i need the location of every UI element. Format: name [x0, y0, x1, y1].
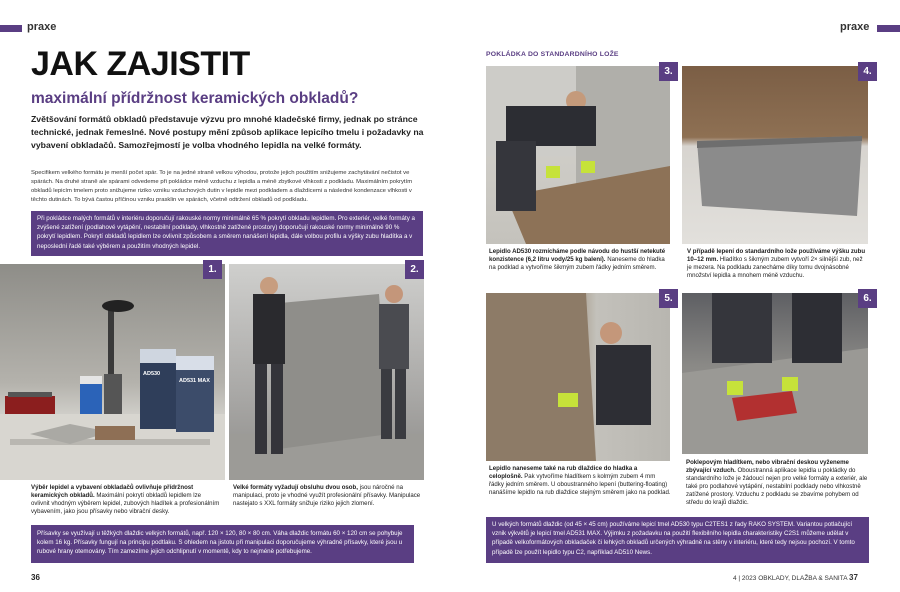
- photo-5-caption-text: Pak vytvoříme hladítkem s kolmým zubem 4 mm řádky jedním směrem. U oboustranného lepení (buttering-floating) nanášíme lepidlo na rub dlaždice stejným směrem jako na podklad.: [489, 473, 671, 496]
- photo-5-caption-bold: Lepidlo naneseme také na rub dlaždice do hladka a celoplošně.: [489, 465, 638, 480]
- photo-6-caption-bold: Poklepovým hladítkem, nebo vibrační deskou vyženeme zbývající vzduch.: [686, 459, 849, 474]
- photo-2-caption-bold: Velké formáty vyžadují obsluhu dvou osob,: [233, 484, 358, 491]
- header-right-bar: [877, 25, 900, 32]
- photo-3-caption-bold: Lepidlo AD530 rozmícháme podle návodu do hustší netekuté konzistence (6,2 litru vody/25 kg balení).: [489, 248, 666, 263]
- bag-label-ad530: AD530: [143, 371, 161, 377]
- photo-3: [486, 66, 670, 244]
- photo-4-caption: [687, 248, 867, 280]
- photo-3-caption: [489, 248, 671, 272]
- footer-right: [733, 573, 858, 582]
- section-label: POKLÁDKA DO STANDARDNÍHO LOŽE: [486, 51, 619, 58]
- photo-6-number: 6.: [858, 289, 877, 308]
- article-body: Specifikem velkého formátu je menší počet spár. To je na jedné straně velkou výhodou, protože jejich použitím snižujeme zachytávání nečistot ve spárách. Na druhé straně ale spárami odvedeme při pokládce méně vzduchu z lepidla a méně zbytkové vlhkosti z podkladu. Maximálním pokrytím obkladů lepicím tmelem proto snižujeme riziko vzniku vzduchových dutin v lepidle mezi podkladem a dlaždicemi a následné kondenzace vlhkosti v těchto dutinách. To bývá častou příčinou vzniku prasklin ve spárách, včetně odtržení obkladů od podkladu.: [31, 170, 413, 203]
- photo-5: [486, 293, 670, 461]
- photo-6-caption-text: Oboustranná aplikace lepidla u pokládky do standardního lože je žádoucí nejen pro velké formáty a exteriér, ale také pro podlahové vytápění, nestabilní podklady nebo vlhkostně zatížené prostory. Vzduchu z podkladu se zbavíme pohybem od středu do krajů dlaždic.: [686, 467, 868, 506]
- photo-6: [682, 293, 868, 454]
- photo-6-caption: [686, 459, 868, 507]
- photo-6-illustration: [682, 293, 868, 454]
- photo-5-illustration: [486, 293, 670, 461]
- info-box-adhesive-types: U velkých formátů dlaždic (od 45 × 45 cm) používáme lepicí tmel AD530 typu C2TES1 z řady RAKO SYSTEM. Variantou potlačující vznik výkvětů je lepicí tmel AD531 MAX. Výjimku z požadavku na použití flexibilního lepidla charakteristiky C2S1 můžeme udělat v případě velkoformátových obkladaček či lehkých obkladů určených výhradně na stěny v interiéru, které tedy nejsou pochozí. V tomto případě lze použít lepidlo typu C2, například AD510 News.: [486, 517, 869, 563]
- photo-2: [229, 264, 424, 480]
- photo-1: [0, 264, 225, 480]
- photo-5-number: 5.: [659, 289, 678, 308]
- photo-5-caption: [489, 465, 671, 497]
- photo-4-number: 4.: [858, 62, 877, 81]
- photo-2-caption-text: jsou náročné na manipulaci, proto je vhodné využít profesionální přísavky. Manipulace nastejato s XXL formáty snižuje riziko jejich zlomení.: [233, 484, 421, 507]
- photo-2-number: 2.: [405, 260, 424, 279]
- header-right-tag: praxe: [840, 21, 870, 33]
- page-number-left: 36: [31, 573, 40, 582]
- info-box-suction-cups: Přísavky se využívají u těžkých dlaždic velkých formátů, např. 120 × 120, 80 × 80 cm. Váha dlaždic formátu 60 × 120 cm se pohybuje kolem 16 kg. Přísavky fungují na principu podtlaku. S ohledem na jistotu při manipulaci doporučujeme výhradně přísavky, které jsou u rubové hrany otemovány. Tím zamezíme jejich odchlipnutí v momentě, kdy to nejméně potřebujeme.: [31, 525, 414, 563]
- photo-3-caption-text: Naneseme do hladka na podklad a vytvoříme šikmým zubem řádky jedním směrem.: [489, 256, 665, 271]
- bag-label-ad531: AD531 MAX: [179, 378, 210, 384]
- photo-4: [682, 66, 868, 244]
- article-subtitle: maximální přídržnost keramických obkladů?: [31, 90, 359, 107]
- page-number-right: 37: [849, 573, 858, 582]
- photo-1-number: 1.: [203, 260, 222, 279]
- photo-2-illustration: [229, 264, 424, 480]
- footer-magazine: OBKLADY, DLAŽBA & SANITA: [758, 575, 848, 582]
- header-left-tag: praxe: [27, 21, 57, 33]
- article-lead: Zvětšování formátů obkladů představuje výzvu pro mnohé kladečské firmy, jednak po stránce technické, jednak řemeslné. Nové postupy mění způsob aplikace lepicího tmelu i požadavky na vybavení obkladačů. Samozřejmostí je volba vhodného lepidla na velké formáty.: [31, 114, 424, 150]
- footer-issue: 4 | 2023: [733, 575, 757, 582]
- photo-1-caption-bold: Výběr lepidel a vybavení obkladačů ovlivňuje přídržnost keramických obkladů.: [31, 484, 194, 499]
- article-title: JAK ZAJISTIT: [31, 45, 250, 83]
- info-box-coverage: Při pokládce malých formátů v interiéru doporučují rakouské normy minimálně 65 % pokrytí obkladu lepidlem. Pro exteriér, velké formáty a zvýšené zatížení (podlahové vytápění, nestabilní podklady, vlhkostně zatížené prostory) doporučují rakouské normy minimálně 90 % pokrytí lepidlem. Pokrytí obkladů lepidlem lze ovlivnit způsobem a směrem nanášení lepidla, dále volbou profilu a výšky zubu hladítka a v neposlední řadě také výběrem a použitím vhodných lepidel.: [31, 211, 423, 256]
- photo-4-caption-bold: V případě lepení do standardního lože používáme výšku zubu 10–12 mm.: [687, 248, 866, 263]
- photo-1-caption-text: Maximální pokrytí obkladů lepidlem lze ovlivnit vhodným výběrem lepidel, zubových hladítek a profesionálním vybavením, jako jsou přísavky nebo vibrační desky.: [31, 492, 220, 515]
- photo-3-number: 3.: [659, 62, 678, 81]
- photo-4-caption-text: Hladítko s šikmým zubem vytvoří 2× silnější zub, než je mezera. Na podkladu zanecháme díky tomu dvojnásobné množství lepidla a mnohem méně vzduchu.: [687, 256, 863, 279]
- photo-3-illustration: [486, 66, 670, 244]
- photo-1-caption: [31, 484, 221, 516]
- photo-2-caption: [233, 484, 423, 508]
- photo-4-illustration: [682, 66, 868, 244]
- header-left-bar: [0, 25, 22, 32]
- photo-1-illustration: [0, 264, 225, 480]
